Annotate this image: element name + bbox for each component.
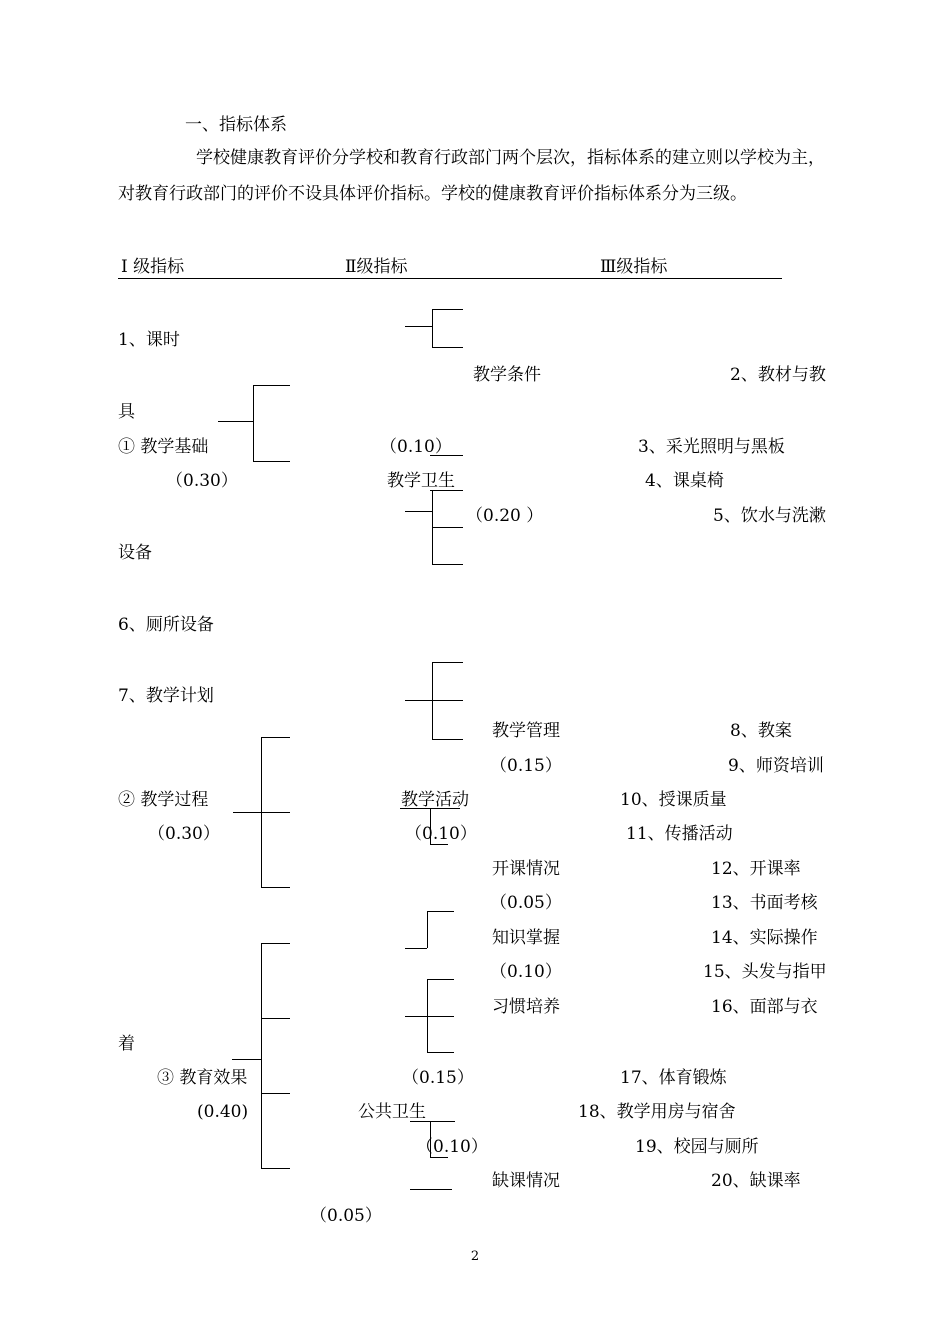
level3-item: 着	[118, 1034, 135, 1054]
tree-connector	[432, 347, 463, 348]
intro-paragraph: 学校健康教育评价分学校和教育行政部门两个层次，指标体系的建立则以学校为主，对教育行政部门的评价不设具体评价指标。学校的健康教育评价指标体系分为三级。	[118, 148, 825, 204]
level2-name: 教学管理	[492, 721, 560, 741]
level1-weight: （0.30）	[148, 824, 220, 844]
level3-item: 12、开课率	[711, 859, 801, 879]
level3-item: 15、头发与指甲	[703, 962, 827, 982]
level2-weight: （0.10）	[490, 962, 562, 982]
tree-connector	[405, 511, 432, 512]
tree-connector	[261, 1168, 290, 1169]
tree-connector	[430, 844, 448, 845]
tree-connector	[410, 1121, 455, 1122]
level3-item: 16、面部与衣	[711, 997, 818, 1017]
level2-name: 教学条件	[473, 365, 541, 385]
level3-item: 8、教案	[730, 721, 792, 741]
level1-weight: （0.30）	[166, 471, 238, 491]
level3-item: 14、实际操作	[711, 928, 818, 948]
tree-connector	[261, 737, 290, 738]
tree-connector	[253, 461, 290, 462]
level3-item: 7、教学计划	[118, 686, 214, 706]
table-header	[118, 257, 782, 279]
tree-connector	[427, 911, 428, 948]
section-heading: 一、指标体系	[185, 115, 287, 135]
level2-weight: （0.15）	[490, 756, 562, 776]
tree-connector	[405, 1016, 427, 1017]
level2-weight: （0.20 ）	[466, 506, 544, 526]
tree-connector	[261, 1093, 290, 1094]
tree-connector	[427, 979, 454, 980]
tree-connector	[253, 385, 254, 461]
level2-weight: （0.05）	[310, 1206, 382, 1226]
level1-name: ① 教学基础	[118, 437, 209, 457]
level3-item: 5、饮水与洗漱	[713, 506, 826, 526]
level3-item: 18、教学用房与宿舍	[578, 1102, 736, 1122]
tree-connector	[261, 943, 290, 944]
tree-connector	[410, 1189, 452, 1190]
tree-connector	[432, 739, 463, 740]
tree-connector	[430, 455, 463, 456]
tree-connector	[430, 1121, 431, 1157]
level3-item: 具	[118, 402, 135, 422]
level1-name: ③ 教育效果	[157, 1068, 248, 1088]
level3-item: 19、校园与厕所	[635, 1137, 759, 1157]
level2-weight: （0.15）	[402, 1068, 474, 1088]
tree-connector	[432, 564, 463, 565]
level3-item: 4、课桌椅	[645, 471, 724, 491]
level2-weight: （0.10）	[405, 824, 477, 844]
header-level2: Ⅱ级指标	[345, 257, 408, 277]
level1-weight: (0.40)	[197, 1102, 249, 1122]
tree-connector	[432, 527, 463, 528]
level2-name: 教学活动	[401, 790, 469, 810]
level3-item: 3、采光照明与黑板	[638, 437, 785, 457]
tree-connector	[427, 1016, 454, 1017]
level2-name: 开课情况	[492, 859, 560, 879]
tree-connector	[430, 808, 431, 844]
level2-weight: （0.05）	[490, 893, 562, 913]
level2-name: 公共卫生	[358, 1102, 426, 1122]
tree-connector	[432, 309, 433, 347]
level2-name: 习惯培养	[492, 997, 560, 1017]
tree-connector	[432, 662, 463, 663]
level3-item: 11、传播活动	[626, 824, 733, 844]
tree-connector	[430, 490, 463, 491]
level3-item: 设备	[118, 543, 152, 563]
tree-connector	[232, 1059, 261, 1060]
level2-weight: （0.10）	[380, 437, 452, 457]
page-number: 2	[470, 1249, 480, 1264]
tree-connector	[261, 943, 262, 1168]
tree-connector	[218, 421, 253, 422]
level2-name: 缺课情况	[492, 1171, 560, 1191]
level3-item: 2、教材与教	[730, 365, 826, 385]
tree-connector	[405, 948, 427, 949]
tree-connector	[432, 309, 463, 310]
tree-connector	[430, 1157, 448, 1158]
header-level3: Ⅲ级指标	[600, 257, 668, 277]
tree-connector	[261, 737, 262, 887]
tree-connector	[405, 700, 432, 701]
level2-name: 教学卫生	[387, 471, 455, 491]
level3-item: 17、体育锻炼	[620, 1068, 727, 1088]
level1-name: ② 教学过程	[118, 790, 209, 810]
level2-weight: （0.10）	[416, 1137, 488, 1157]
tree-connector	[253, 385, 290, 386]
tree-connector	[405, 326, 432, 327]
level3-item: 20、缺课率	[711, 1171, 801, 1191]
level3-item: 13、书面考核	[711, 893, 818, 913]
tree-connector	[261, 1018, 290, 1019]
level3-item: 9、师资培训	[728, 756, 824, 776]
level2-name: 知识掌握	[492, 928, 560, 948]
tree-connector	[427, 911, 454, 912]
header-level1: Ⅰ 级指标	[121, 257, 185, 277]
tree-connector	[432, 700, 463, 701]
level3-item: 1、课时	[118, 330, 180, 350]
tree-connector	[261, 887, 290, 888]
level3-item: 10、授课质量	[620, 790, 727, 810]
tree-connector	[427, 1052, 454, 1053]
level3-item: 6、厕所设备	[118, 615, 214, 635]
